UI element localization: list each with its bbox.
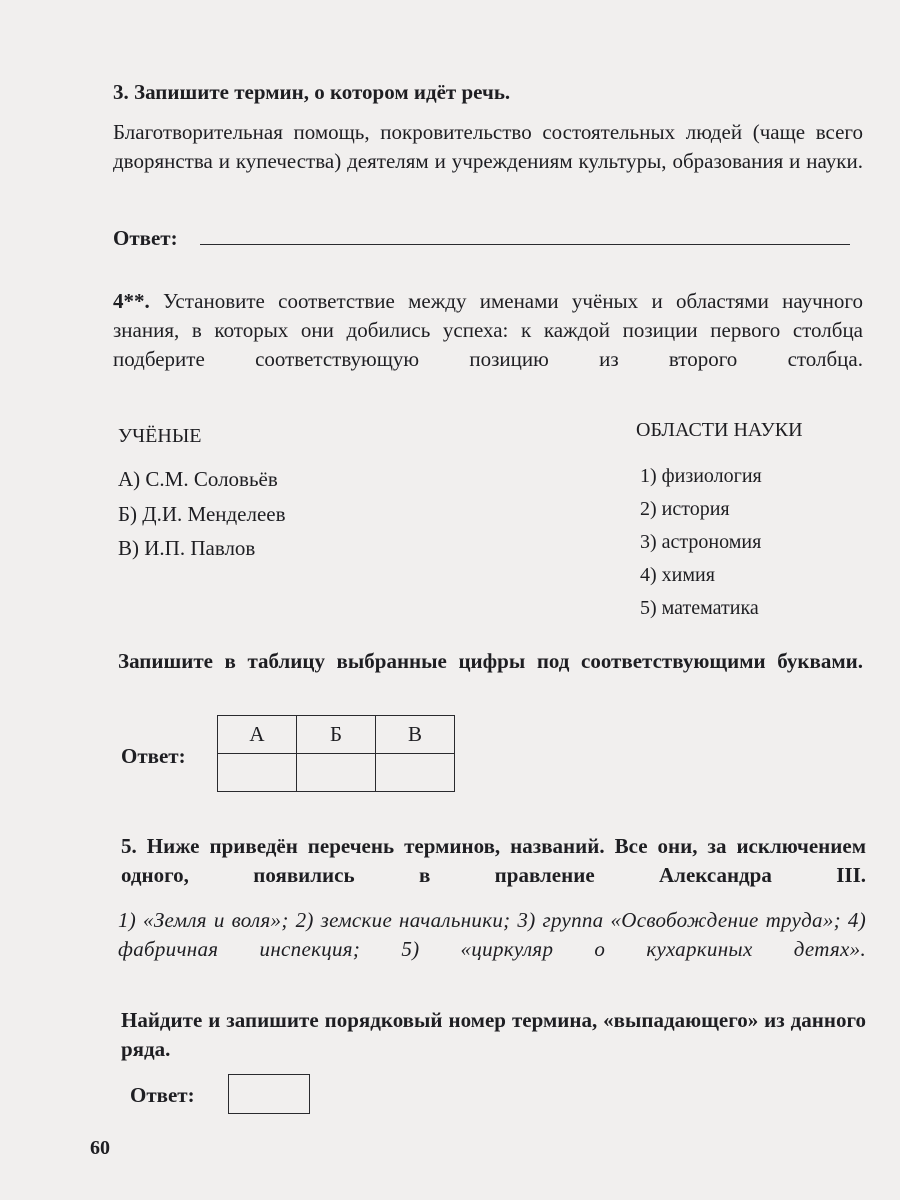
question-5-answer-box[interactable] <box>228 1074 310 1114</box>
scientist-item: А) С.М. Соловьёв <box>118 467 278 491</box>
scientists-heading: УЧЁНЫЕ <box>118 425 202 447</box>
scientist-item: Б) Д.И. Менделеев <box>118 502 286 526</box>
question-3-answer-line[interactable] <box>200 244 850 245</box>
answer-cell-v[interactable] <box>376 754 455 792</box>
scientist-item: В) И.П. Павлов <box>118 536 256 560</box>
instruction-start: Найдите и запишите <box>121 1008 325 1032</box>
question-3-title: 3. Запишите термин, о котором идёт речь. <box>113 80 511 104</box>
table-header-a: А <box>218 716 297 754</box>
question-4-answer-label: Ответ: <box>121 744 186 768</box>
question-4-table-instruction: Запишите в таблицу выбранные цифры под соответствующими буквами. <box>118 649 863 673</box>
instruction-end: термина, «выпадающего» из данного ряда. <box>121 1008 867 1061</box>
field-item: 4) химия <box>640 564 715 586</box>
question-5-instruction <box>121 1006 866 1064</box>
question-3-text: Благотворительная помощь, покровительство состоятельных людей (чаще всего дворянства и купечества) деятелям и учреждениям культуры, образования и науки. <box>113 120 863 173</box>
field-item: 5) математика <box>640 597 759 619</box>
table-header-b: Б <box>297 716 376 754</box>
table-header-v: В <box>376 716 455 754</box>
question-4-body: Установите соответствие между именами учёных и областями научного знания, в которых они добились успеха: к каждой позиции первого столбца подберите соответствующую позицию из второго столбца. <box>113 289 863 371</box>
question-5-answer-label: Ответ: <box>130 1083 195 1107</box>
answer-cell-b[interactable] <box>297 754 376 792</box>
field-item: 2) история <box>640 498 730 520</box>
field-item: 1) физиология <box>640 465 762 487</box>
question-5-term-list: 1) «Земля и воля»; 2) земские начальники; 3) группа «Освобождение труда»; 4) фабричная инспекция; 5) «циркуляр о кухаркиных детях». <box>118 908 866 961</box>
question-5-text <box>121 832 866 890</box>
page-number: 60 <box>90 1137 110 1159</box>
instruction-emphasis: порядковый номер <box>324 1008 506 1032</box>
question-4-answer-table <box>217 715 455 792</box>
question-4-text <box>113 287 863 374</box>
fields-heading: ОБЛАСТИ НАУКИ <box>636 419 803 441</box>
question-4-number: 4**. <box>113 289 150 313</box>
question-5-number: 5. <box>121 834 137 858</box>
field-item: 3) астрономия <box>640 531 762 553</box>
question-5-body: Ниже приведён перечень терминов, названий. Все они, за исключением одного, появились в правление Александра III. <box>121 834 866 887</box>
answer-cell-a[interactable] <box>218 754 297 792</box>
question-3-answer-label: Ответ: <box>113 226 178 250</box>
